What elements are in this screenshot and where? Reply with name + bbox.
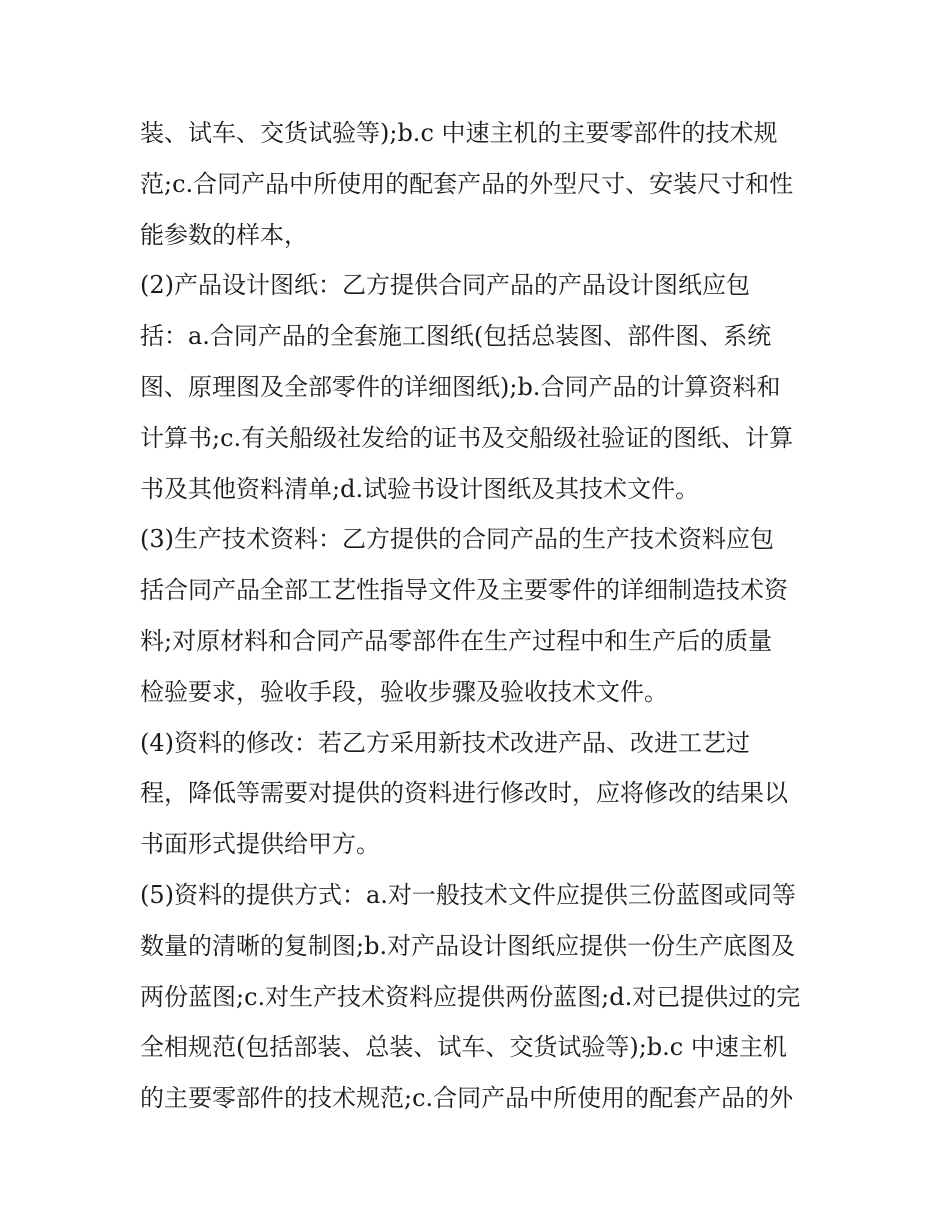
- text-line: 两份蓝图;c.对生产技术资料应提供两份蓝图;d.对已提供过的完: [140, 982, 801, 1011]
- text-line: (3)生产技术资料：乙方提供的合同产品的生产技术资料应包: [140, 525, 774, 554]
- text-line: (5)资料的提供方式：a.对一般技术文件应提供三份蓝图或同等: [140, 880, 796, 909]
- text-line: (4)资料的修改：若乙方采用新技术改进产品、改进工艺过: [140, 728, 750, 757]
- text-line: 括合同产品全部工艺性指导文件及主要零件的详细制造技术资: [140, 576, 788, 605]
- text-line: 书面形式提供给甲方。: [140, 830, 380, 859]
- text-line: 书及其他资料清单;d.试验书设计图纸及其技术文件。: [140, 474, 700, 503]
- text-line: 范;c.合同产品中所使用的配套产品的外型尺寸、安装尺寸和性: [140, 169, 794, 198]
- text-line: 数量的清晰的复制图;b.对产品设计图纸应提供一份生产底图及: [140, 931, 796, 960]
- document-body: [140, 108, 830, 1124]
- text-line: 程，降低等需要对提供的资料进行修改时，应将修改的结果以: [140, 779, 788, 808]
- text-line: 料;对原材料和合同产品零部件在生产过程中和生产后的质量: [140, 626, 773, 655]
- text-line: 检验要求，验收手段，验收步骤及验收技术文件。: [140, 677, 668, 706]
- text-line: 括：a.合同产品的全套施工图纸(包括总装图、部件图、系统: [140, 322, 772, 351]
- text-line: 装、试车、交货试验等);b.c 中速主机的主要零部件的技术规: [140, 119, 778, 147]
- text-line: 图、原理图及全部零件的详细图纸);b.合同产品的计算资料和: [140, 372, 781, 401]
- text-line: 能参数的样本，: [140, 220, 308, 249]
- text-line: (2)产品设计图纸：乙方提供合同产品的产品设计图纸应包: [140, 271, 750, 300]
- text-line: 计算书;c.有关船级社发给的证书及交船级社验证的图纸、计算: [140, 423, 794, 452]
- text-line: 的主要零部件的技术规范;c.合同产品中所使用的配套产品的外: [140, 1084, 794, 1113]
- text-line: 全相规范(包括部装、总装、试车、交货试验等);b.c 中速主机: [140, 1033, 787, 1062]
